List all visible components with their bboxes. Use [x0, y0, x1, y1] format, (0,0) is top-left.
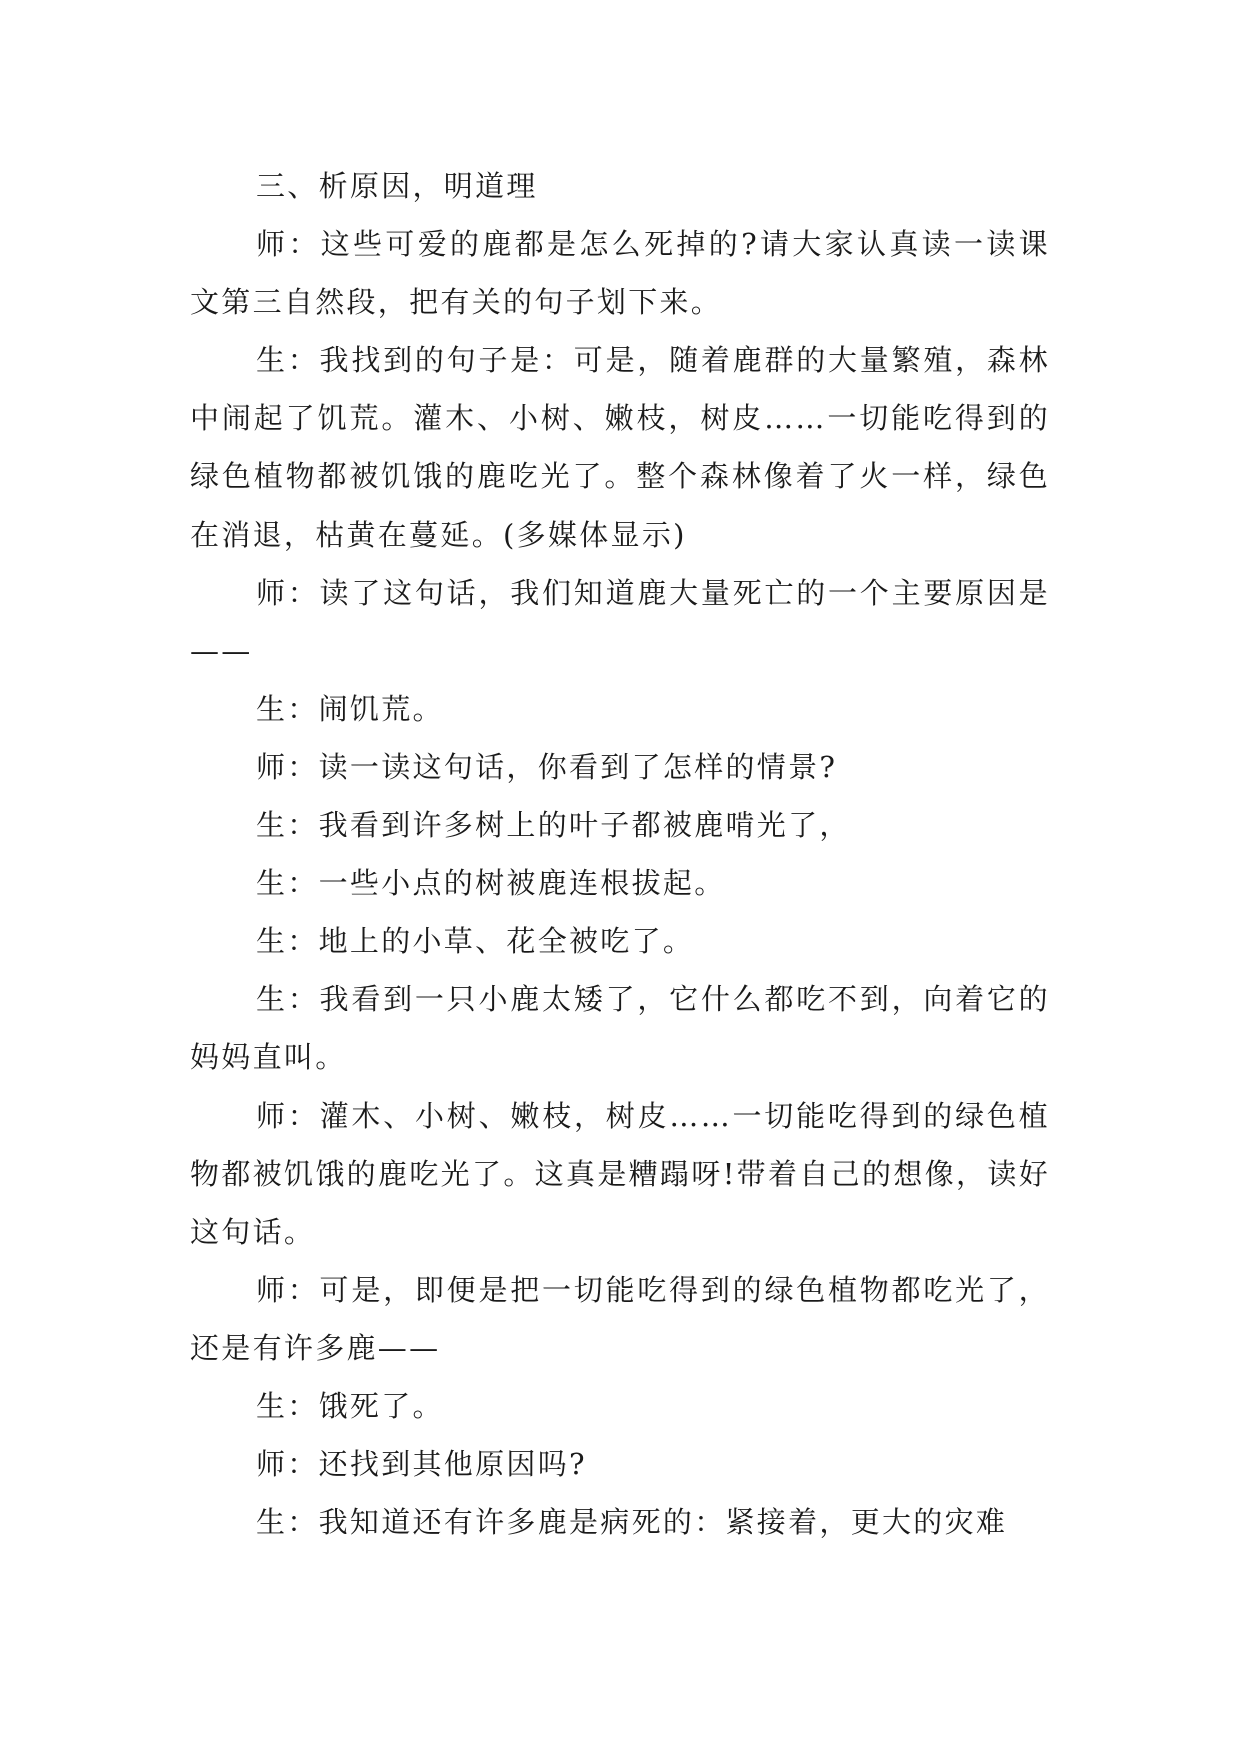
paragraph-teacher-reason: 师：读了这句话，我们知道鹿大量死亡的一个主要原因是—— — [190, 575, 1050, 668]
document-body — [190, 157, 1050, 1551]
paragraph-student-quote: 生：我找到的句子是：可是，随着鹿群的大量繁殖，森林中闹起了饥荒。灌木、小树、嫩枝，树皮……一切能吃得到的绿色植物都被饥饿的鹿吃光了。整个森林像着了火一样，绿色在消退，枯黄在蔓延。(多媒体显示) — [190, 343, 1050, 552]
paragraph-student-leaves: 生：我看到许多树上的叶子都被鹿啃光了， — [256, 808, 851, 843]
paragraph-teacher-scene: 师：读一读这句话，你看到了怎样的情景? — [256, 749, 838, 784]
section-heading: 三、析原因，明道理 — [256, 169, 538, 203]
paragraph-student-trees: 生：一些小点的树被鹿连根拔起。 — [256, 866, 726, 901]
paragraph-teacher-other: 师：还找到其他原因吗? — [256, 1447, 587, 1482]
paragraph-teacher-question: 师：这些可爱的鹿都是怎么死掉的?请大家认真读一读课文第三自然段，把有关的句子划下来。 — [190, 227, 1050, 320]
paragraph-student-fawn: 生：我看到一只小鹿太矮了，它什么都吃不到，向着它的妈妈直叫。 — [190, 982, 1050, 1075]
paragraph-teacher-read: 师：灌木、小树、嫩枝，树皮……一切能吃得到的绿色植物都被饥饿的鹿吃光了。这真是糟蹋呀!带着自己的想像，读好这句话。 — [190, 1098, 1050, 1249]
paragraph-student-grass: 生：地上的小草、花全被吃了。 — [256, 924, 695, 959]
paragraph-student-answer: 生：闹饥荒。 — [256, 691, 444, 726]
paragraph-student-disease: 生：我知道还有许多鹿是病死的：紧接着，更大的灾难 — [256, 1505, 1008, 1540]
paragraph-student-starved: 生：饿死了。 — [256, 1388, 444, 1423]
paragraph-teacher-still: 师：可是，即便是把一切能吃得到的绿色植物都吃光了，还是有许多鹿—— — [190, 1272, 1050, 1365]
